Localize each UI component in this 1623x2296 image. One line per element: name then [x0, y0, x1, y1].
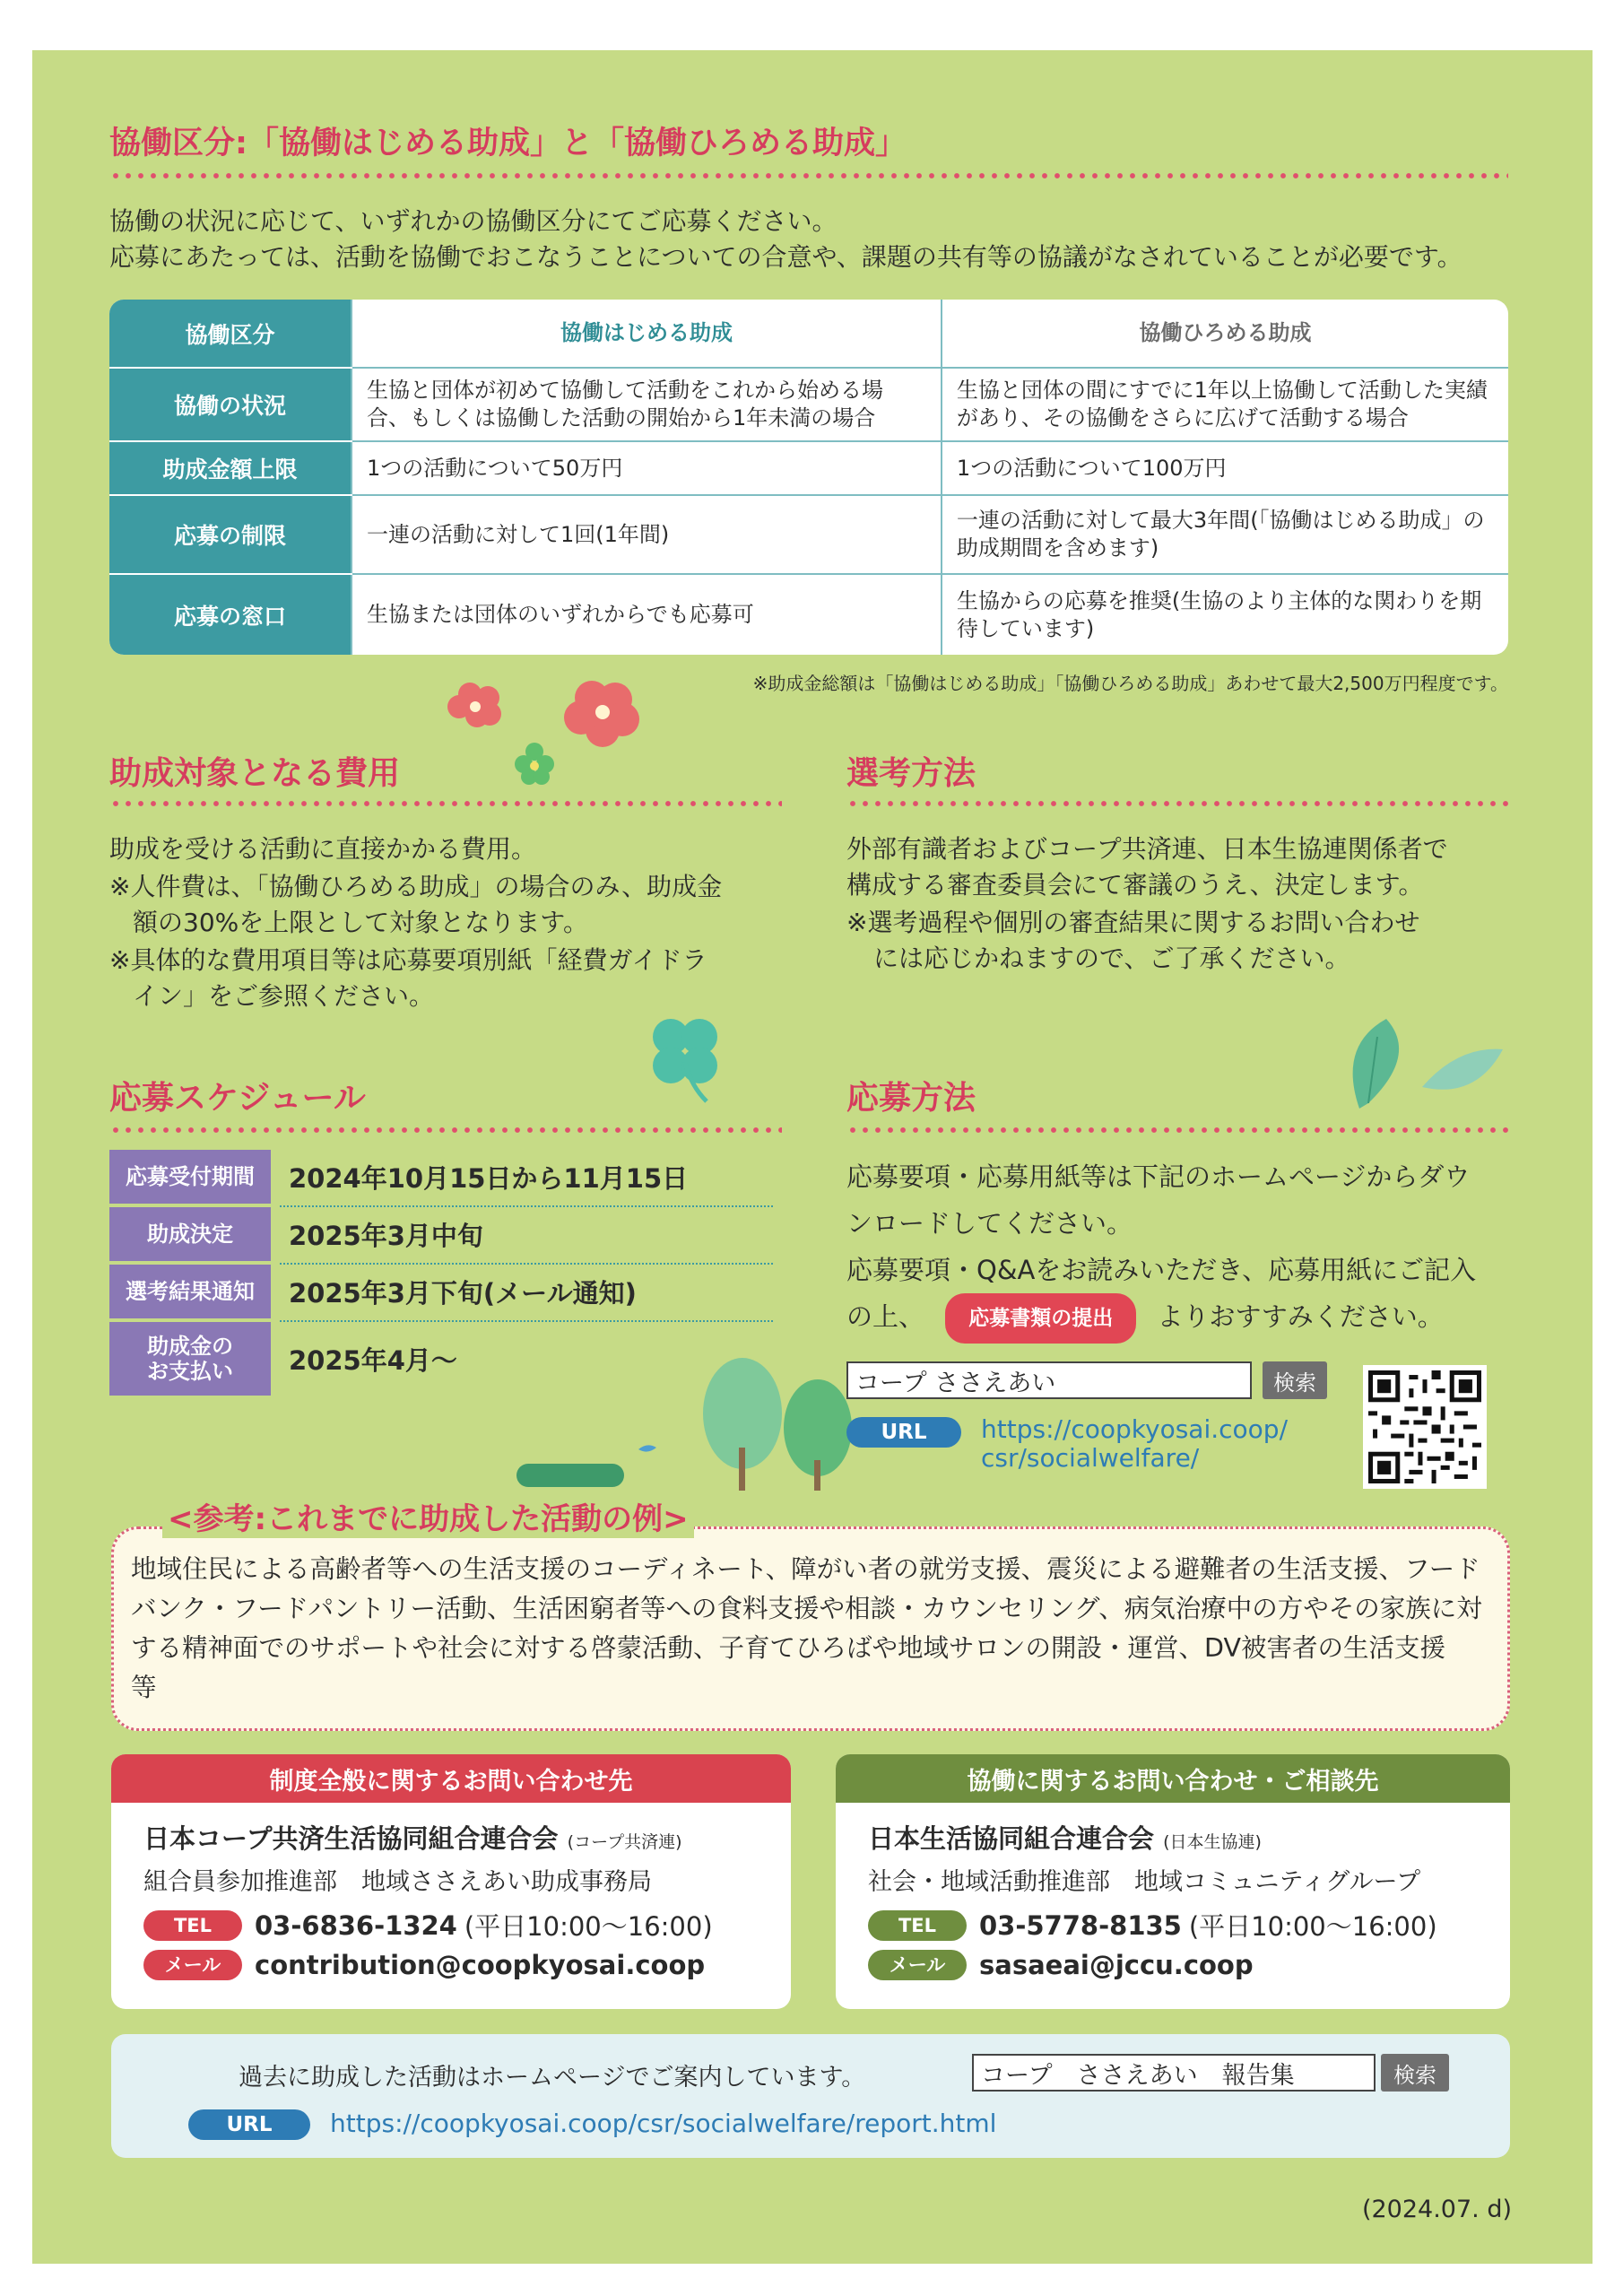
dotted-divider	[846, 1126, 1508, 1134]
intro-line-2: 応募にあたっては、活動を協働でおこなうことについての合意や、課題の共有等の協議がなされていることが必要です。	[109, 242, 1462, 272]
table-cell: 1つの活動について100万円	[942, 441, 1508, 495]
report-search-button[interactable]: 検索	[1381, 2054, 1449, 2092]
dotted-divider	[109, 1126, 782, 1134]
contact-tel-row	[143, 1907, 713, 1944]
contact-department: 社会・地域活動推進部 地域コミュニティグループ	[868, 1868, 1421, 1896]
section-title-costs: 助成対象となる費用	[109, 755, 401, 792]
selection-line: 構成する審査委員会にて審議のうえ、決定します。	[846, 870, 1424, 900]
contact-org	[143, 1819, 682, 1856]
table-cell: 生協と団体が初めて協働して活動をこれから始める場合、もしくは協働した活動の開始から1年未満の場合	[352, 368, 942, 441]
schedule-label: 助成決定	[109, 1207, 271, 1261]
section-title-category: 協働区分:「協働はじめる助成」と「協働ひろめる助成」	[109, 126, 907, 161]
schedule-row	[109, 1150, 773, 1205]
search-button[interactable]: 検索	[1263, 1361, 1327, 1399]
contact-card-header: 制度全般に関するお問い合わせ先	[111, 1754, 791, 1803]
table-corner-header: 協働区分	[109, 300, 352, 368]
contact-mail[interactable]: sasaeai@jccu.coop	[979, 1950, 1254, 1980]
dotted-divider	[846, 800, 1508, 807]
report-search-box[interactable]: コープ ささえあい 報告集	[972, 2054, 1376, 2092]
contact-mail[interactable]: contribution@coopkyosai.coop	[255, 1950, 706, 1980]
schedule-row	[109, 1265, 773, 1320]
contact-hours: (平日10:00〜16:00)	[1188, 1911, 1437, 1942]
contact-tel[interactable]: 03-5778-8135	[979, 1909, 1182, 1941]
dotted-divider	[109, 800, 782, 807]
selection-note: ※選考過程や個別の審査結果に関するお問い合わせ	[846, 908, 1420, 937]
trees-illustration-icon	[481, 1342, 875, 1494]
contact-org-name: 日本コープ共済生活協同組合連合会	[143, 1823, 559, 1854]
schedule-label: 助成金の お支払い	[109, 1322, 271, 1396]
apply-line-prefix: の上、	[846, 1301, 925, 1332]
contact-mail-row	[143, 1950, 705, 1980]
apply-line	[846, 1293, 1444, 1344]
flower-illustration-icon	[423, 678, 656, 804]
section-title-schedule: 応募スケジュール	[109, 1080, 366, 1117]
apply-line: 応募要項・Q&Aをお読みいただき、応募用紙にご記入	[846, 1255, 1477, 1285]
contact-tel-row	[868, 1907, 1437, 1944]
table-col-header-hajimeru: 協働はじめる助成	[352, 300, 942, 368]
examples-title: <参考:これまでに助成した活動の例>	[162, 1494, 694, 1538]
contact-department: 組合員参加推進部 地域ささえあい助成事務局	[143, 1868, 652, 1896]
table-cell: 一連の活動に対して最大3年間(「協働はじめる助成」の助成期間を含めます)	[942, 495, 1508, 574]
report-url-link[interactable]: https://coopkyosai.coop/csr/socialwelfare/report.html	[330, 2109, 997, 2138]
qr-code-graphic	[1368, 1370, 1481, 1483]
submit-documents-button[interactable]: 応募書類の提出	[945, 1293, 1136, 1344]
table-cell: 生協と団体の間にすでに1年以上協働して活動した実績があり、その協働をさらに広げて活動する場合	[942, 368, 1508, 441]
dotted-divider	[109, 172, 1508, 179]
apply-url-link[interactable]: csr/socialwelfare/	[981, 1443, 1200, 1473]
table-note: ※助成金総額は「協働はじめる助成」「協働ひろめる助成」あわせて最大2,500万円程度です。	[752, 673, 1508, 694]
contact-tel[interactable]: 03-6836-1324	[255, 1909, 457, 1941]
tel-tag: TEL	[868, 1910, 967, 1941]
mail-tag: メール	[868, 1950, 967, 1980]
apply-url-link[interactable]: https://coopkyosai.coop/	[981, 1414, 1289, 1444]
schedule-label: 選考結果通知	[109, 1265, 271, 1318]
contact-org-abbr: (日本生協連)	[1163, 1832, 1262, 1852]
table-row-label: 協働の状況	[109, 368, 352, 441]
contact-org	[868, 1819, 1262, 1856]
tel-tag: TEL	[143, 1910, 242, 1941]
table-row-label: 助成金額上限	[109, 441, 352, 495]
section-title-selection: 選考方法	[846, 755, 976, 792]
search-query-box[interactable]: コープ ささえあい	[846, 1361, 1252, 1399]
table-cell: 生協または団体のいずれからでも応募可	[352, 574, 942, 655]
costs-note: 額の30%を上限として対象となります。	[133, 908, 588, 937]
schedule-value: 2025年4月〜	[289, 1344, 457, 1376]
costs-note: ※人件費は、「協働ひろめる助成」の場合のみ、助成金	[109, 872, 723, 901]
selection-note: には応じかねますので、ご了承ください。	[873, 944, 1350, 973]
contact-hours: (平日10:00〜16:00)	[464, 1911, 713, 1942]
mail-tag: メール	[143, 1950, 242, 1980]
clover-icon	[631, 1008, 739, 1107]
category-table	[109, 300, 1508, 655]
report-link-bar	[111, 2034, 1510, 2158]
selection-line: 外部有識者およびコープ共済連、日本生協連関係者で	[846, 834, 1448, 864]
url-label: URL	[846, 1417, 961, 1448]
intro-line-1: 協働の状況に応じて、いずれかの協働区分にてご応募ください。	[109, 206, 838, 236]
schedule-label: 応募受付期間	[109, 1150, 271, 1204]
schedule-row	[109, 1207, 773, 1263]
url-label: URL	[188, 2109, 310, 2140]
table-row-label: 応募の制限	[109, 495, 352, 574]
examples-text: 地域住民による高齢者等への生活支援のコーディネート、障がい者の就労支援、震災による避難者の生活支援、フードバンク・フードパントリー活動、生活困窮者等への食料支援や相談・カウンセリング、病気治療中の方やその家族に対する精神面でのサポートや社会に対する啓蒙活動、子育てひろばや地域サロンの開設・運営、DV被害者の生活支援 等	[131, 1554, 1482, 1702]
schedule-value: 2025年3月下旬(メール通知)	[289, 1277, 637, 1309]
table-cell: 1つの活動について50万円	[352, 441, 942, 495]
document-code: (2024.07. d)	[1361, 2196, 1512, 2223]
section-title-apply: 応募方法	[846, 1080, 976, 1117]
apply-line: ンロードしてください。	[846, 1208, 1133, 1239]
qr-code-icon[interactable]	[1363, 1365, 1487, 1489]
flyer-page	[32, 50, 1593, 2264]
contact-card-header: 協働に関するお問い合わせ・ご相談先	[836, 1754, 1510, 1803]
apply-line: 応募要項・応募用紙等は下記のホームページからダウ	[846, 1161, 1471, 1192]
table-cell: 生協からの応募を推奨(生協のより主体的な関わりを期待しています)	[942, 574, 1508, 655]
contact-card-general	[111, 1754, 791, 2009]
table-row-label: 応募の窓口	[109, 574, 352, 655]
leaf-icon	[1332, 992, 1512, 1118]
costs-line: 助成を受ける活動に直接かかる費用。	[109, 834, 537, 864]
schedule-value: 2025年3月中旬	[289, 1220, 483, 1251]
apply-line-suffix: よりおすすみください。	[1157, 1301, 1444, 1332]
contact-mail-row	[868, 1950, 1254, 1980]
table-col-header-hiromeru: 協働ひろめる助成	[942, 300, 1508, 368]
contact-card-collaboration	[836, 1754, 1510, 2009]
contact-org-abbr: (コープ共済連)	[567, 1832, 682, 1852]
contact-org-name: 日本生活協同組合連合会	[868, 1823, 1155, 1854]
report-text: 過去に助成した活動はホームページでご案内しています。	[239, 2064, 866, 2092]
costs-note: イン」をご参照ください。	[133, 981, 435, 1011]
table-cell: 一連の活動に対して1回(1年間)	[352, 495, 942, 574]
schedule-value: 2024年10月15日から11月15日	[289, 1162, 689, 1194]
costs-note: ※具体的な費用項目等は応募要項別紙「経費ガイドラ	[109, 945, 707, 975]
